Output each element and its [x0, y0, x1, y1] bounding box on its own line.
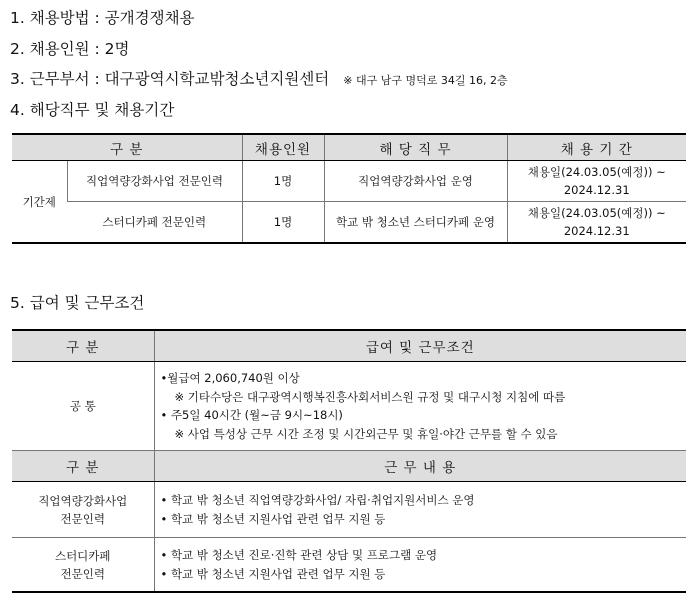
table-row [12, 202, 686, 244]
header-content: 급여 및 근무조건 [154, 330, 686, 362]
duty-line: • 학교 밖 청소년 지원사업 관련 업무 지원 등 [160, 511, 386, 526]
header-division: 구 분 [12, 134, 242, 161]
role-label [12, 538, 154, 593]
role-duty: 직업역량강화사업 운영 [324, 161, 507, 202]
section-3-label: 3. 근무부서 : 대구광역시학교밖청소년지원센터 [10, 70, 330, 88]
duty-line: • 학교 밖 청소년 지원사업 관련 업무 지원 등 [160, 566, 386, 581]
header-division: 구 분 [12, 451, 154, 482]
role-content [154, 482, 686, 538]
header-headcount: 채용인원 [242, 134, 324, 161]
allowance-note: ※ 기타수당은 대구광역시행복진흥사회서비스원 규정 및 대구시청 지침에 따름 [174, 389, 566, 404]
period-start: 채용일(24.03.05(예정)) ~ [527, 206, 666, 220]
role-period [507, 161, 686, 202]
table-row [12, 538, 686, 593]
role-duty: 학교 밖 청소년 스터디카페 운영 [324, 202, 507, 244]
table-row [12, 482, 686, 538]
duty-line: • 학교 밖 청소년 직업역량강화사업/ 자립·취업지원서비스 운영 [160, 493, 475, 507]
common-label: 공 통 [12, 362, 154, 451]
table-header-row [12, 134, 686, 161]
salary-line: •월급여 2,060,740원 이상 [160, 371, 300, 385]
section-3 [10, 67, 508, 89]
role-label-line: 스터디카페 [54, 548, 111, 563]
recruitment-table [12, 133, 686, 244]
period-end: 2024.12.31 [563, 224, 630, 238]
section-2: 2. 채용인원 : 2명 [10, 40, 130, 58]
role-label-line: 직업역량강화사업 [38, 493, 128, 508]
duty-line: • 학교 밖 청소년 진로·진학 관련 상담 및 프로그램 운영 [160, 548, 438, 562]
role-label-line: 전문인력 [60, 566, 105, 581]
group-label: 기간제 [12, 161, 67, 244]
role-content [154, 538, 686, 593]
role-label-line: 전문인력 [60, 511, 105, 526]
section-4: 4. 해당직무 및 채용기간 [10, 101, 175, 119]
table-row [12, 161, 686, 202]
table-row [12, 362, 686, 451]
hours-line: • 주5일 40시간 (월~금 9시~18시) [160, 408, 343, 422]
header-period: 채 용 기 간 [507, 134, 686, 161]
header-duty: 해 당 직 무 [324, 134, 507, 161]
salary-conditions-table [12, 329, 686, 593]
table-header-row [12, 330, 686, 362]
table-header-row [12, 451, 686, 482]
role-period [507, 202, 686, 244]
period-end: 2024.12.31 [563, 183, 630, 197]
address-note: ※ 대구 남구 명덕로 34길 16, 2층 [343, 74, 508, 87]
role-count: 1명 [242, 161, 324, 202]
header-content: 근 무 내 용 [154, 451, 686, 482]
header-division: 구 분 [12, 330, 154, 362]
common-content [154, 362, 686, 451]
role-label [12, 482, 154, 538]
overtime-note: ※ 사업 특성상 근무 시간 조정 및 시간외근무 및 휴일·야간 근무를 할 수 있음 [174, 426, 558, 441]
role-count: 1명 [242, 202, 324, 244]
period-start: 채용일(24.03.05(예정)) ~ [527, 165, 666, 179]
role-name: 직업역량강화사업 전문인력 [67, 161, 242, 202]
role-name: 스터디카페 전문인력 [67, 202, 242, 244]
section-5: 5. 급여 및 근무조건 [10, 294, 145, 312]
section-1: 1. 채용방법 : 공개경쟁채용 [10, 9, 195, 27]
